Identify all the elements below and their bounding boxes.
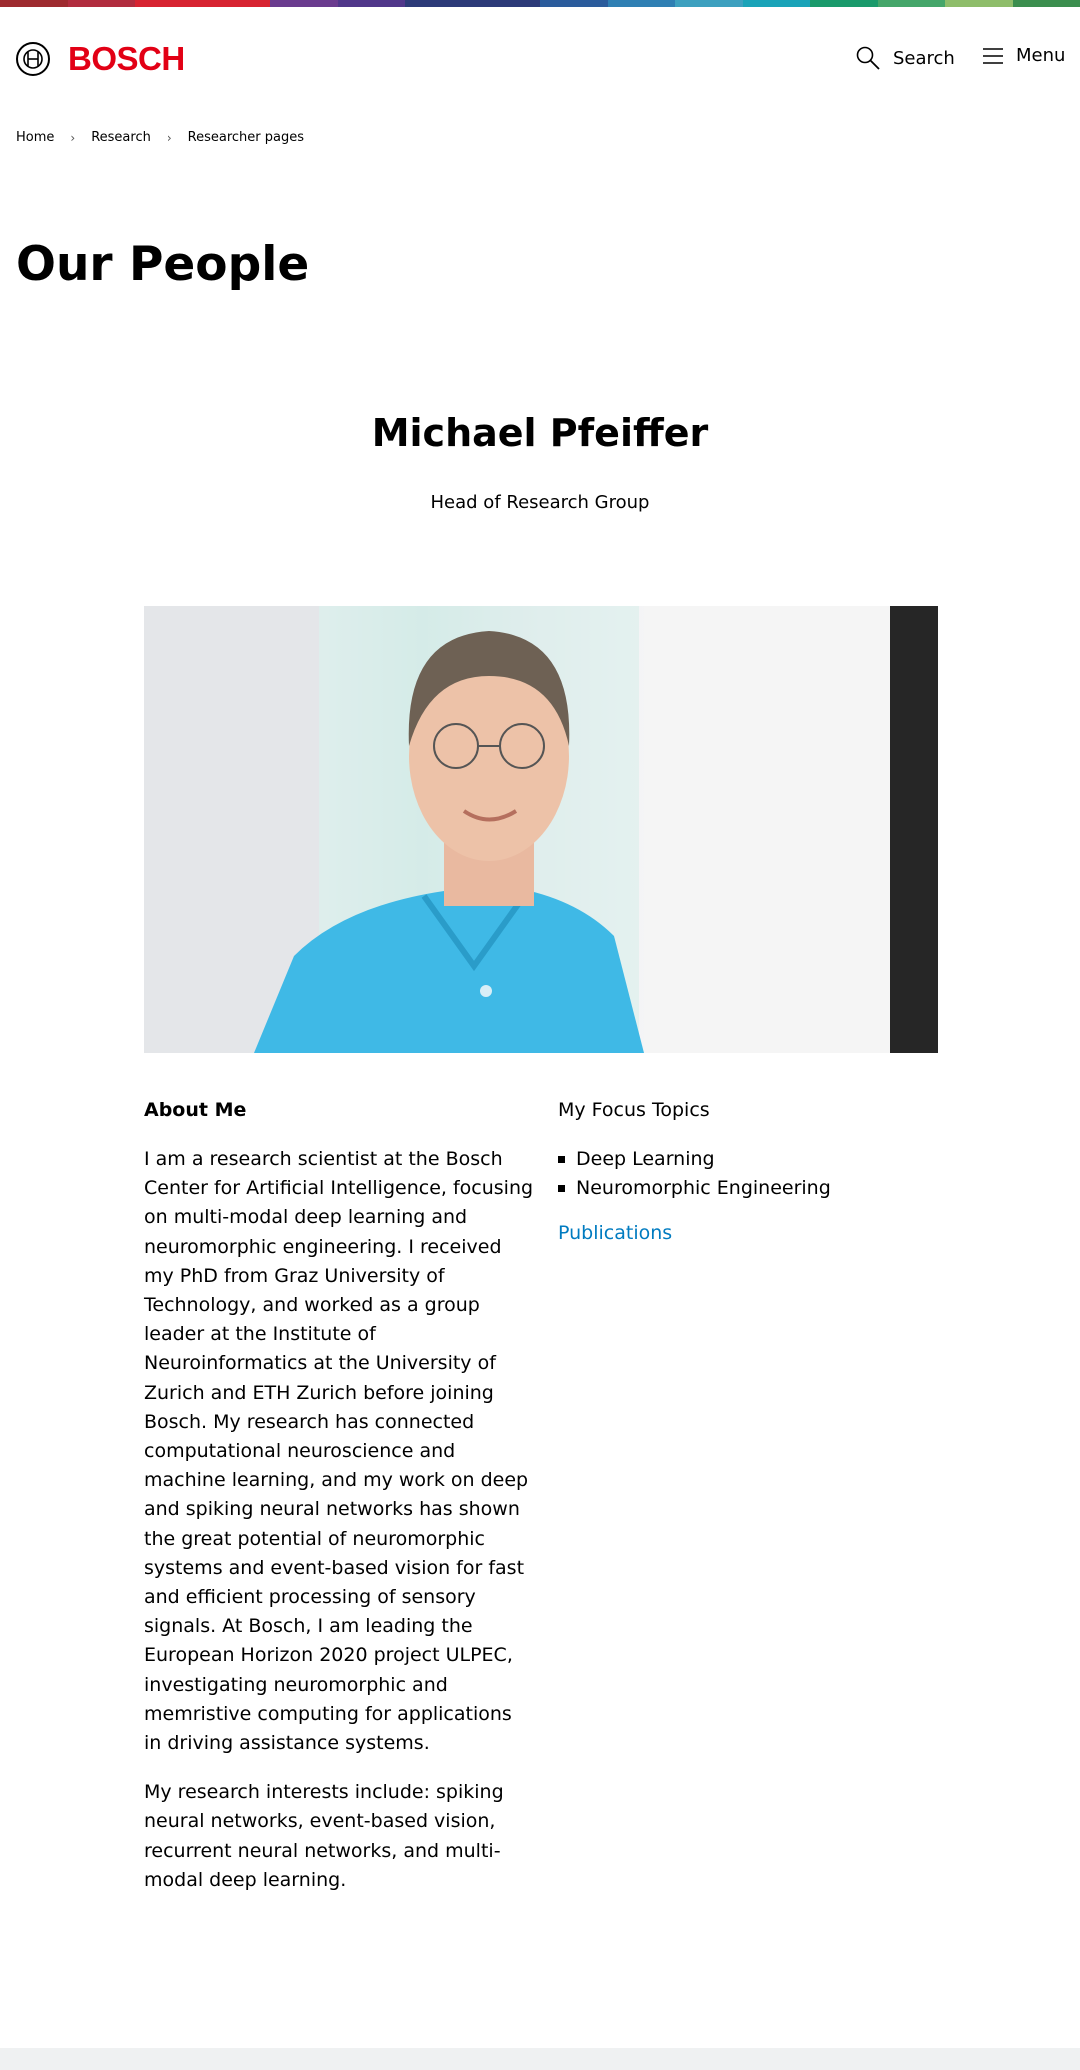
focus-topics-list	[558, 1145, 831, 1203]
focus-topic-item: Deep Learning	[558, 1145, 831, 1174]
supergraphic-segment	[405, 0, 473, 7]
supergraphic-segment	[68, 0, 136, 7]
supergraphic-segment	[540, 0, 608, 7]
supergraphic-segment	[810, 0, 878, 7]
hamburger-menu-icon	[982, 47, 1004, 65]
focus-topic-item: Neuromorphic Engineering	[558, 1174, 831, 1203]
chevron-right-icon: ›	[166, 130, 172, 145]
breadcrumb-research[interactable]: Research	[91, 130, 151, 145]
bosch-armature-icon	[16, 42, 50, 76]
supergraphic-segment	[945, 0, 1013, 7]
breadcrumb-home[interactable]: Home	[16, 130, 55, 145]
search-icon	[855, 45, 881, 71]
breadcrumb	[16, 130, 304, 145]
person-name: Michael Pfeiffer	[371, 411, 709, 455]
person-portrait-photo	[144, 606, 938, 1053]
supergraphic-segment	[608, 0, 676, 7]
logo-wordmark: BOSCH	[68, 40, 185, 77]
footer-strip	[0, 2048, 1080, 2070]
person-role: Head of Research Group	[430, 492, 650, 513]
supergraphic-segment	[270, 0, 338, 7]
search-label: Search	[893, 47, 955, 69]
color-supergraphic-bar	[0, 0, 1080, 7]
supergraphic-segment	[0, 0, 68, 7]
chevron-right-icon: ›	[70, 130, 76, 145]
about-paragraph: My research interests include: spiking neural networks, event-based vision, recurrent neural networks, and multi-modal deep learning.	[144, 1781, 504, 1891]
supergraphic-segment	[675, 0, 743, 7]
about-paragraph: I am a research scientist at the Bosch Center for Artificial Intelligence, focusing on multi-modal deep learning and neuromorphic engineering. I received my PhD from Graz University of Technology, and worked as a group leader at the Institute of Neuroinformatics at the University of Zurich and ETH Zurich before joining Bosch. My research has connected computational neuroscience and machine learning, and my work on deep and spiking neural networks has shown the great potential of neuromorphic systems and event-based vision for fast and efficient processing of sensory signals. At Bosch, I am leading the European Horizon 2020 project ULPEC, investigating neuromorphic and memristive computing for applications in driving assistance systems.	[144, 1148, 534, 1755]
menu-button[interactable]	[982, 45, 1065, 66]
supergraphic-segment	[135, 0, 203, 7]
supergraphic-segment	[1013, 0, 1080, 7]
supergraphic-segment	[878, 0, 946, 7]
menu-label: Menu	[1016, 45, 1066, 66]
bosch-logo[interactable]	[16, 40, 185, 78]
publications-link[interactable]: Publications	[558, 1222, 673, 1244]
about-me-heading: About Me	[144, 1099, 247, 1121]
focus-topics-heading: My Focus Topics	[558, 1099, 710, 1121]
supergraphic-segment	[338, 0, 406, 7]
breadcrumb-current: Researcher pages	[187, 130, 305, 145]
search-button[interactable]	[855, 45, 955, 71]
supergraphic-segment	[743, 0, 811, 7]
page-title: Our People	[16, 237, 310, 292]
site-header	[0, 7, 1080, 111]
supergraphic-segment	[203, 0, 271, 7]
supergraphic-segment	[473, 0, 541, 7]
about-me-text	[144, 1145, 534, 1915]
